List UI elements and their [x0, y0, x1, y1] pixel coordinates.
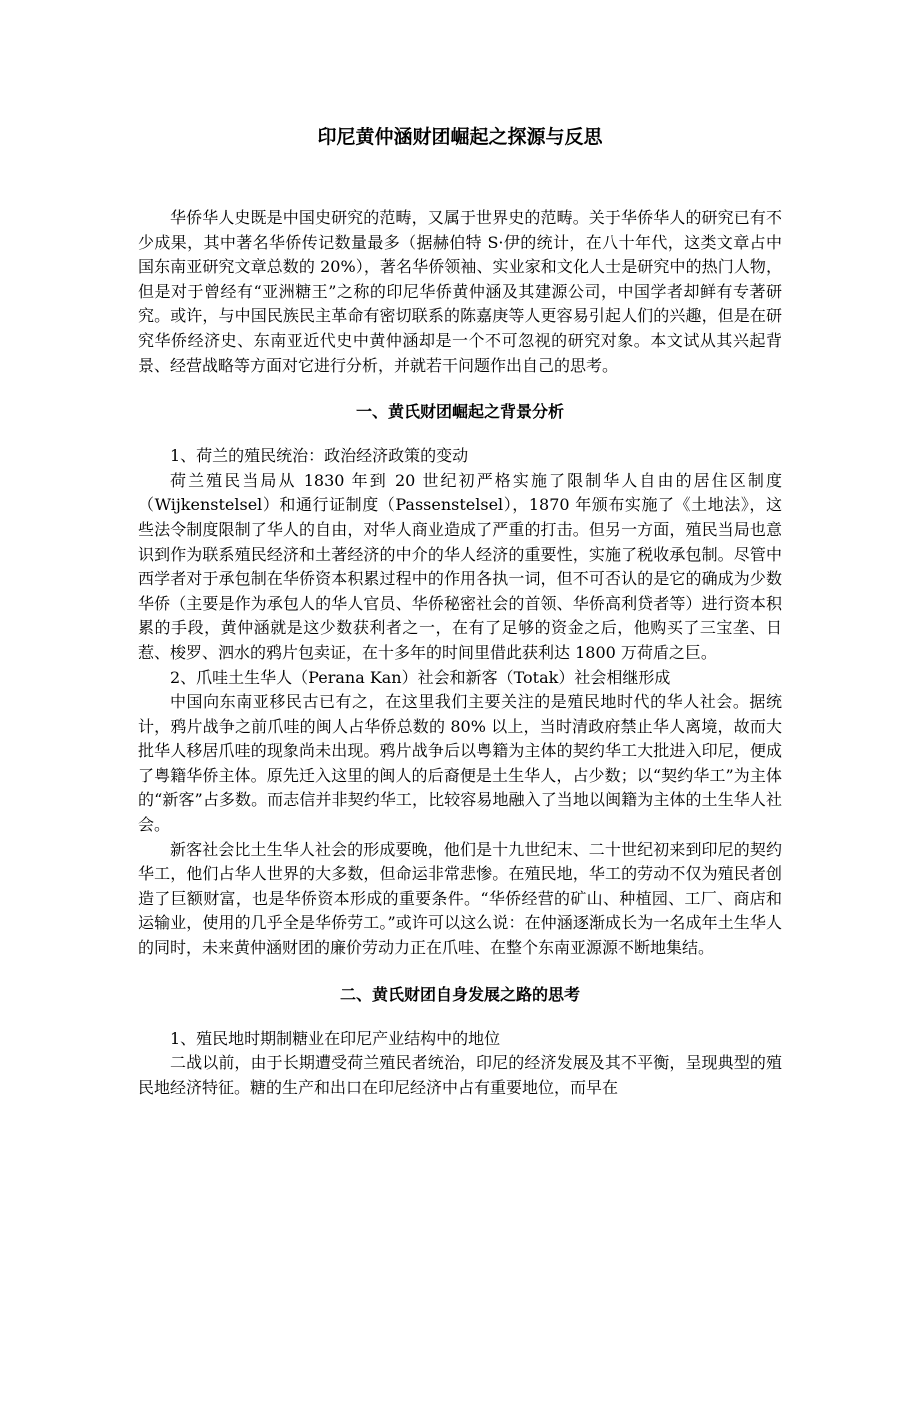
section-1-heading: 一、黄氏财团崛起之背景分析 — [355, 402, 564, 422]
section-1-paragraph-2: 中国向东南亚移民古已有之，在这里我们主要关注的是殖民地时代的华人社会。据统计，鸦片战争之前爪哇的闽人占华侨总数的 80% 以上，当时清政府禁止华人离境，故而大批华人移居爪哇的现象尚未出现。鸦片战争后以粤籍为主体的契约华工大批进入印尼，便成了粤籍华侨主体。原先迁入这里的闽人的后裔便是土生华人，占少数；以“契约华工”为主体的“新客”占多数。而志信并非契约华工，比较容易地融入了当地以闽籍为主体的土生华人社会。 — [138, 692, 782, 835]
section-2-subheading-1: 1、殖民地时期制糖业在印尼产业结构中的地位 — [170, 1028, 501, 1048]
section-2-paragraph-1: 二战以前，由于长期遭受荷兰殖民者统治，印尼的经济发展及其不平衡，呈现典型的殖民地经济特征。糖的生产和出口在印尼经济中占有重要地位，而早在 — [138, 1053, 782, 1097]
section-1-paragraph-1: 荷兰殖民当局从 1830 年到 20 世纪初严格实施了限制华人自由的居住区制度（Wijkenstelsel）和通行证制度（Passenstelsel），1870 年颁布实施了《土地法》，这些法令制度限制了华人的自由，对华人商业造成了严重的打击。但另一方面，殖民当局也意识到作为联系殖民经济和土著经济的中介的华人经济的重要性，实施了税收承包制。尽管中西学者对于承包制在华侨资本积累过程中的作用各执一词，但不可否认的是它的确成为少数华侨（主要是作为承包人的华人官员、华侨秘密社会的首领、华侨高利贷者等）进行资本积累的手段，黄仲涵就是这少数获利者之一，在有了足够的资金之后，他购买了三宝垄、日惹、梭罗、泗水的鸦片包卖证，在十多年的时间里借此获利达 1800 万荷盾之巨。 — [138, 470, 782, 662]
document-page — [0, 124, 920, 1426]
section-1-paragraph-3: 新客社会比土生华人社会的形成要晚，他们是十九世纪末、二十世纪初来到印尼的契约华工，他们占华人世界的大多数，但命运非常悲惨。在殖民地，华工的劳动不仅为殖民者创造了巨额财富，也是华侨资本形成的重要条件。“华侨经营的矿山、种植园、工厂、商店和运输业，使用的几乎全是华侨劳工。”或许可以这么说：在仲涵逐渐成长为一名成年土生华人的同时，未来黄仲涵财团的廉价劳动力正在爪哇、在整个东南亚源源不断地集结。 — [138, 839, 782, 958]
section-2-heading: 二、黄氏财团自身发展之路的思考 — [339, 984, 580, 1004]
document-title: 印尼黄仲涵财团崛起之探源与反思 — [317, 126, 603, 148]
section-1-subheading-1: 1、荷兰的殖民统治：政治经济政策的变动 — [170, 446, 469, 466]
intro-paragraph: 华侨华人史既是中国史研究的范畴，又属于世界史的范畴。关于华侨华人的研究已有不少成果，其中著名华侨传记数量最多（据赫伯特 S·伊的统计，在八十年代，这类文章占中国东南亚研究文章总数的 20%），著名华侨领袖、实业家和文化人士是研究中的热门人物，但是对于曾经有“亚洲糖王”之称的印尼华侨黄仲涵及其建源公司，中国学者却鲜有专著研究。或许，与中国民族民主革命有密切联系的陈嘉庚等人更容易引起人们的兴趣，但是在研究华侨经济史、东南亚近代史中黄仲涵却是一个不可忽视的研究对象。本文试从其兴起背景、经营战略等方面对它进行分析，并就若干问题作出自己的思考。 — [138, 208, 782, 375]
section-1-subheading-2: 2、爪哇土生华人（Perana Kan）社会和新客（Totak）社会相继形成 — [170, 667, 671, 687]
